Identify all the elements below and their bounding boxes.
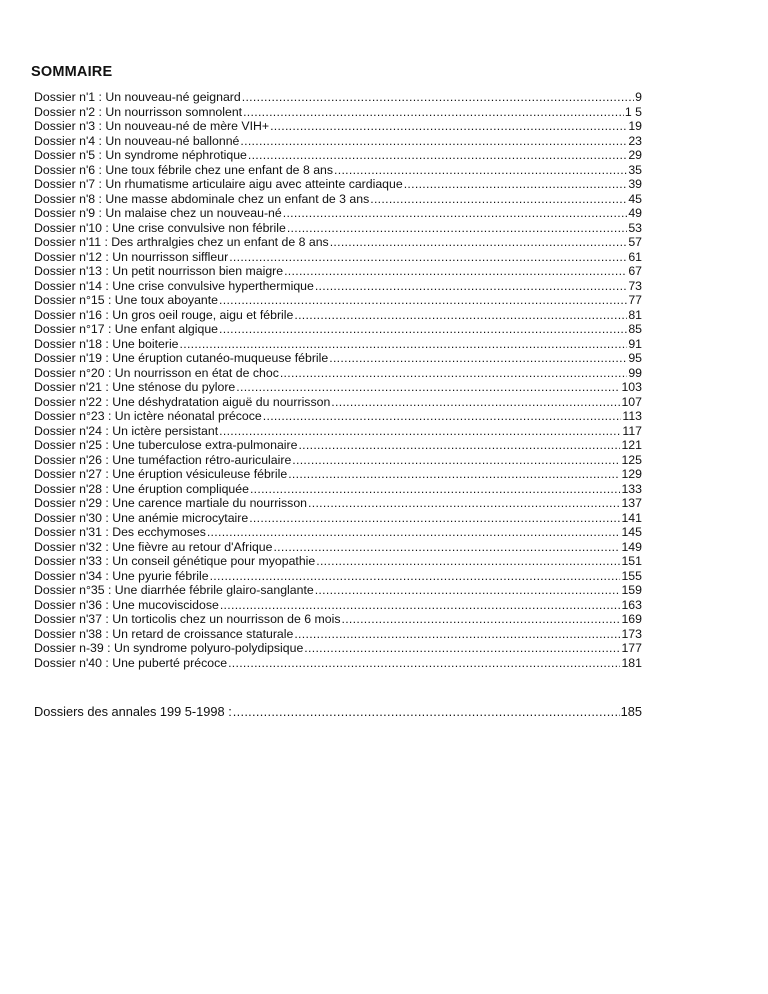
entry-label: Dossier n°20 : Un nourrisson en état de choc	[34, 365, 279, 380]
toc-entry[interactable]	[34, 134, 642, 149]
dot-leader	[229, 250, 627, 265]
toc-entry[interactable]	[34, 482, 642, 497]
dot-leader	[330, 235, 628, 250]
entry-page: 77	[628, 293, 642, 307]
table-of-contents	[34, 90, 642, 670]
toc-entry[interactable]	[34, 337, 642, 352]
toc-entry[interactable]	[34, 351, 642, 366]
toc-entry[interactable]	[34, 148, 642, 163]
toc-entry[interactable]	[34, 192, 642, 207]
toc-entry[interactable]	[34, 583, 642, 598]
toc-entry[interactable]	[34, 177, 642, 192]
entry-page: 137	[621, 496, 642, 510]
dot-leader	[404, 177, 628, 192]
page-title: SOMMAIRE	[31, 64, 113, 80]
toc-entry[interactable]	[34, 496, 642, 511]
annales-section	[34, 704, 642, 720]
dot-leader	[273, 540, 620, 555]
entry-page: 35	[628, 162, 642, 177]
entry-label: Dossier n'4 : Un nouveau-né ballonné	[34, 133, 240, 148]
dot-leader	[219, 424, 621, 439]
entry-label: Dossier n'33 : Un conseil génétique pour myopathie	[34, 554, 316, 568]
entry-page: 159	[621, 583, 642, 597]
dot-leader	[240, 134, 627, 149]
dot-leader	[219, 322, 627, 337]
toc-entry[interactable]	[34, 264, 642, 279]
entry-page: 1 5	[624, 104, 642, 119]
toc-entry[interactable]	[34, 641, 642, 656]
entry-label: Dossier n'21 : Une sténose du pylore	[34, 380, 236, 394]
dot-leader	[304, 641, 620, 656]
entry-page: 39	[628, 177, 642, 191]
toc-entry[interactable]	[34, 511, 642, 526]
entry-page: 121	[621, 438, 642, 452]
entry-label: Dossier n'25 : Une tuberculose extra-pulmonaire	[34, 438, 298, 452]
dot-leader	[207, 525, 621, 540]
dot-leader	[315, 583, 621, 598]
dot-leader	[228, 656, 620, 671]
dot-leader	[263, 409, 622, 424]
entry-page: 141	[621, 510, 642, 525]
entry-page: 103	[621, 380, 642, 394]
dot-leader	[342, 612, 621, 627]
entry-page: 91	[628, 336, 642, 351]
entry-label: Dossier n°23 : Un ictère néonatal précoce	[34, 409, 262, 423]
entry-label: Dossier n'16 : Un gros oeil rouge, aigu et fébrile	[34, 307, 294, 322]
entry-page: 99	[628, 365, 642, 380]
toc-entry[interactable]	[34, 206, 642, 221]
entry-label: Dossier n'32 : Une fièvre au retour d'Afrique	[34, 539, 273, 554]
entry-page: 73	[628, 278, 642, 293]
entry-label: Dossier n°17 : Une enfant algique	[34, 322, 219, 336]
entry-label: Dossier n'5 : Un syndrome néphrotique	[34, 148, 247, 162]
entry-page: 169	[621, 612, 642, 626]
toc-entry[interactable]	[34, 424, 642, 439]
entry-page: 19	[628, 119, 642, 133]
dot-leader	[233, 704, 620, 720]
entry-label: Dossier n°35 : Une diarrhée fébrile glairo-sanglante	[34, 583, 314, 597]
entry-page: 107	[621, 394, 642, 409]
entry-page: 9	[635, 90, 642, 104]
dot-leader	[294, 627, 620, 642]
entry-page: 145	[621, 525, 642, 539]
entry-label: Dossier n'1 : Un nouveau-né geignard	[34, 90, 241, 104]
entry-label: Dossier n'31 : Des ecchymoses	[34, 525, 206, 539]
toc-entry[interactable]	[34, 453, 642, 468]
toc-entry[interactable]	[34, 308, 642, 323]
entry-page: 155	[621, 568, 642, 583]
dot-leader	[298, 438, 620, 453]
toc-entry[interactable]	[34, 525, 642, 540]
dot-leader	[180, 337, 628, 352]
entry-label: Dossier n'29 : Une carence martiale du nourrisson	[34, 496, 308, 510]
entry-label: Dossier n'8 : Une masse abdominale chez un enfant de 3 ans	[34, 191, 370, 206]
dot-leader	[315, 279, 627, 294]
toc-entry[interactable]	[34, 163, 642, 178]
entry-page: 45	[628, 191, 642, 206]
entry-page: 61	[628, 249, 642, 264]
dot-leader	[242, 90, 634, 105]
dot-leader	[248, 148, 627, 163]
dot-leader	[334, 163, 627, 178]
dot-leader	[219, 293, 627, 308]
entry-page: 149	[621, 539, 642, 554]
entry-label: Dossier n'27 : Une éruption vésiculeuse fébrile	[34, 467, 288, 481]
entry-label: Dossier n'40 : Une puberté précoce	[34, 655, 228, 670]
entry-page: 173	[621, 626, 642, 641]
toc-entry[interactable]	[34, 540, 642, 555]
entry-page: 67	[628, 264, 642, 278]
entry-page: 133	[621, 481, 642, 496]
entry-page: 181	[621, 655, 642, 670]
entry-page: 49	[628, 206, 642, 220]
toc-entry[interactable]	[34, 554, 642, 569]
entry-label: Dossier n'22 : Une déshydratation aiguë du nourrisson	[34, 394, 331, 409]
entry-page: 129	[621, 467, 642, 481]
entry-label: Dossiers des annales 199 5-1998 :	[34, 704, 232, 719]
dot-leader	[243, 105, 624, 120]
entry-page: 57	[628, 235, 642, 249]
dot-leader	[250, 482, 621, 497]
dot-leader	[292, 453, 620, 468]
toc-entry[interactable]	[34, 438, 642, 453]
entry-page: 113	[622, 409, 642, 423]
entry-page: 125	[621, 452, 642, 467]
toc-entry[interactable]	[34, 366, 642, 381]
dot-leader	[287, 221, 627, 236]
entry-label: Dossier n'10 : Une crise convulsive non fébrile	[34, 220, 286, 235]
dot-leader	[284, 264, 627, 279]
toc-entry[interactable]	[34, 235, 642, 250]
toc-entry[interactable]	[34, 380, 642, 395]
entry-page: 163	[621, 597, 642, 612]
toc-entry[interactable]	[34, 598, 642, 613]
dot-leader	[288, 467, 620, 482]
toc-entry-annales[interactable]	[34, 704, 642, 720]
toc-entry[interactable]	[34, 293, 642, 308]
dot-leader	[331, 395, 620, 410]
toc-entry[interactable]	[34, 395, 642, 410]
entry-page: 185	[620, 704, 642, 719]
entry-label: Dossier n'19 : Une éruption cutanéo-muqueuse fébrile	[34, 351, 329, 365]
entry-page: 81	[628, 307, 642, 322]
toc-entry[interactable]	[34, 627, 642, 642]
dot-leader	[308, 496, 620, 511]
toc-entry[interactable]	[34, 90, 642, 105]
dot-leader	[280, 366, 627, 381]
toc-entry[interactable]	[34, 612, 642, 627]
dot-leader	[220, 598, 621, 613]
entry-label: Dossier n'18 : Une boiterie	[34, 336, 179, 351]
entry-page: 95	[628, 351, 642, 365]
dot-leader	[283, 206, 628, 221]
entry-label: Dossier n'34 : Une pyurie fébrile	[34, 568, 209, 583]
entry-label: Dossier n'26 : Une tuméfaction rétro-auriculaire	[34, 452, 292, 467]
dot-leader	[370, 192, 627, 207]
entry-label: Dossier n°15 : Une toux aboyante	[34, 293, 219, 307]
entry-page: 53	[628, 220, 642, 235]
toc-entry[interactable]	[34, 105, 642, 120]
entry-page: 23	[628, 133, 642, 148]
entry-label: Dossier n'13 : Un petit nourrisson bien maigre	[34, 264, 284, 278]
toc-entry[interactable]	[34, 221, 642, 236]
dot-leader	[270, 119, 627, 134]
toc-entry[interactable]	[34, 569, 642, 584]
entry-page: 151	[621, 554, 642, 568]
entry-page: 29	[628, 148, 642, 162]
entry-label: Dossier n'30 : Une anémie microcytaire	[34, 510, 249, 525]
entry-label: Dossier n'14 : Une crise convulsive hyperthermique	[34, 278, 314, 293]
entry-page: 177	[621, 641, 642, 655]
entry-label: Dossier n'7 : Un rhumatisme articulaire aigu avec atteinte cardiaque	[34, 177, 403, 191]
entry-label: Dossier n'3 : Un nouveau-né de mère VIH+	[34, 119, 270, 133]
dot-leader	[210, 569, 621, 584]
entry-label: Dossier n-39 : Un syndrome polyuro-polydipsique	[34, 641, 304, 655]
entry-label: Dossier n'11 : Des arthralgies chez un enfant de 8 ans	[34, 235, 329, 249]
entry-label: Dossier n'12 : Un nourrisson siffleur	[34, 249, 229, 264]
entry-label: Dossier n'2 : Un nourrisson somnolent	[34, 104, 243, 119]
dot-leader	[329, 351, 627, 366]
toc-entry[interactable]	[34, 467, 642, 482]
entry-label: Dossier n'28 : Une éruption compliquée	[34, 481, 249, 496]
toc-entry[interactable]	[34, 119, 642, 134]
entry-label: Dossier n'6 : Une toux fébrile chez une enfant de 8 ans	[34, 162, 334, 177]
toc-entry[interactable]	[34, 409, 642, 424]
entry-label: Dossier n'37 : Un torticolis chez un nourrisson de 6 mois	[34, 612, 341, 626]
entry-page: 85	[628, 322, 642, 336]
toc-entry[interactable]	[34, 656, 642, 671]
dot-leader	[294, 308, 627, 323]
entry-label: Dossier n'36 : Une mucoviscidose	[34, 597, 219, 612]
toc-entry[interactable]	[34, 322, 642, 337]
entry-label: Dossier n'38 : Un retard de croissance staturale	[34, 626, 294, 641]
toc-entry[interactable]	[34, 279, 642, 294]
entry-label: Dossier n'9 : Un malaise chez un nouveau-né	[34, 206, 282, 220]
dot-leader	[249, 511, 620, 526]
dot-leader	[316, 554, 620, 569]
dot-leader	[236, 380, 620, 395]
entry-page: 117	[622, 423, 642, 438]
toc-entry[interactable]	[34, 250, 642, 265]
entry-label: Dossier n'24 : Un ictère persistant	[34, 423, 219, 438]
